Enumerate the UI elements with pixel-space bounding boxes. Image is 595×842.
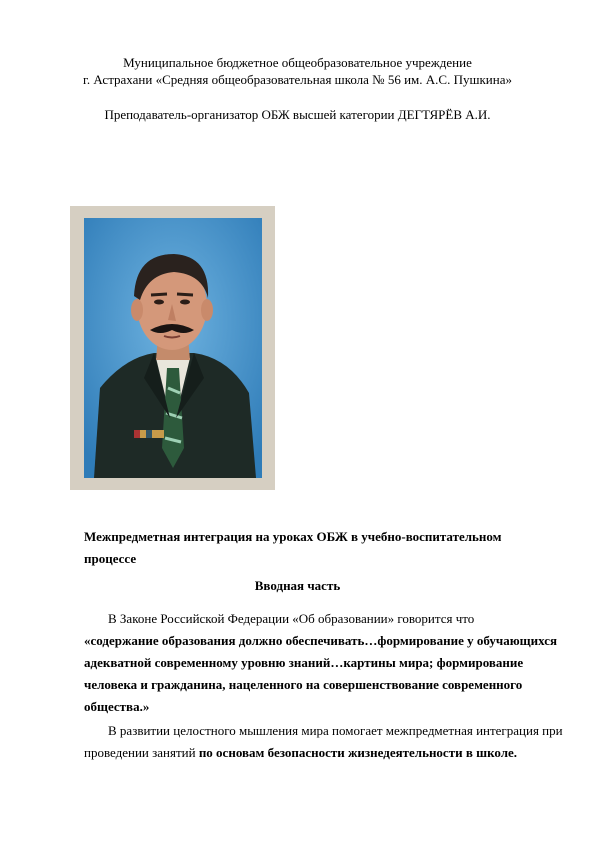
school-name-line2: г. Астрахани «Средняя общеобразовательная школа № 56 им. А.С. Пушкина» — [83, 72, 512, 87]
teacher-line: Преподаватель-организатор ОБЖ высшей категории ДЕГТЯРЁВ А.И. — [104, 107, 491, 122]
article-title: Межпредметная интеграция на уроках ОБЖ в учебно-воспитательном процессе — [84, 529, 502, 566]
paragraph-integration — [84, 720, 564, 764]
section-heading: Вводная часть — [254, 578, 341, 593]
paragraph-law — [84, 608, 564, 718]
paragraph-integration-bold: по основам безопасности жизнедеятельности в школе. — [198, 745, 518, 760]
paragraph-law-plain: В Законе Российской Федерации «Об образовании» говорится что — [108, 611, 475, 626]
paragraph-law-quote: «содержание образования должно обеспечивать…формирование у обучающихся адекватной современному уровню знаний…картины мира; формирование человека и гражданина, нацеленного на совершенствование современного общества.» — [84, 633, 558, 714]
paragraph-integration-plain: В развитии целостного мышления мира помогает межпредметная интеграция при проведении занятий — [84, 723, 563, 760]
teacher-portrait — [84, 218, 262, 478]
school-name-line1: Муниципальное бюджетное общеобразовательное учреждение — [123, 55, 472, 70]
